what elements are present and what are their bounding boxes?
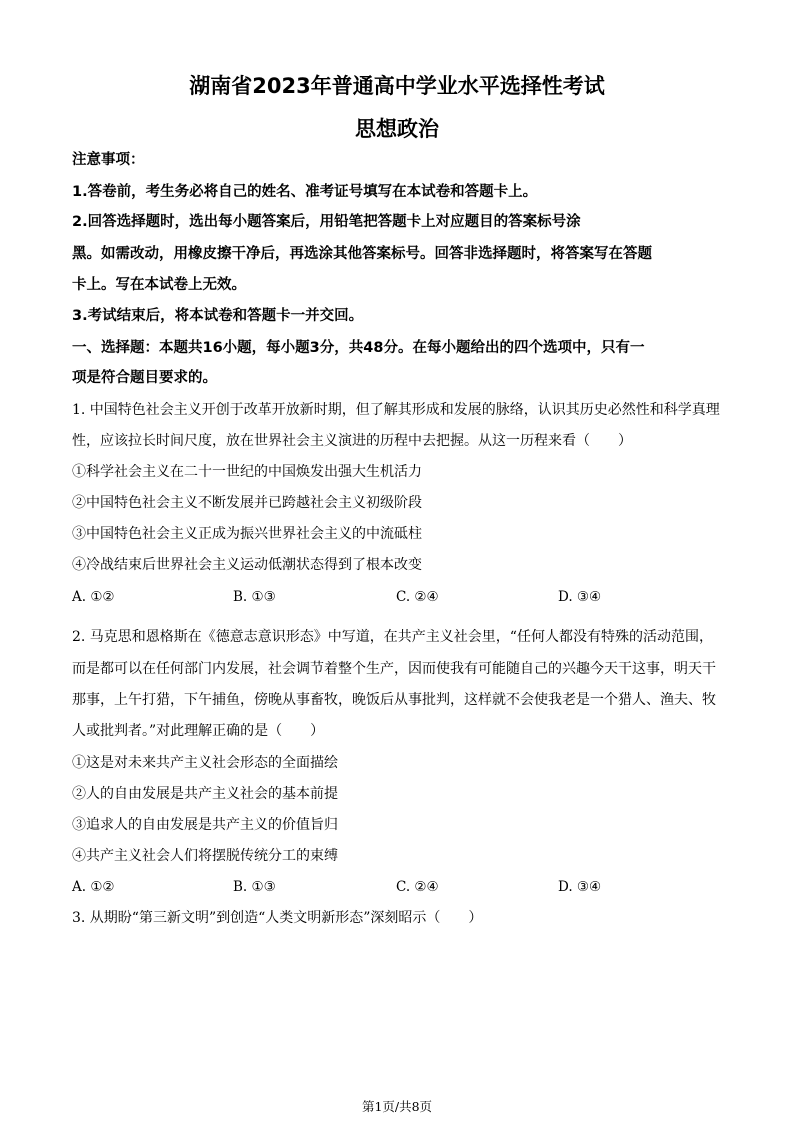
question-2-line-1: 2. 马克思和恩格斯在《德意志意识形态》中写道，在共产主义社会里，“任何人都没有特殊的活动范围， [72,629,713,645]
notes-heading: 注意事项： [72,152,145,168]
question-2-option-b: B. ①③ [233,879,276,895]
section-heading-line-2: 项是符合题目要求的。 [72,370,217,386]
subject-title: 思想政治 [355,117,439,141]
question-2-line-3: 那事，上午打猎，下午捕鱼，傍晚从事畜牧，晚饭后从事批判，这样就不会使我老是一个猎人、渔夫、牧 [72,692,716,708]
question-2-option-a: A. ①② [72,879,115,895]
question-1-statement-1: ①科学社会主义在二十一世纪的中国焕发出强大生机活力 [72,464,422,480]
question-1-option-d: D. ③④ [558,589,602,605]
question-1-line-1: 1. 中国特色社会主义开创于改革开放新时期，但了解其形成和发展的脉络，认识其历史必然性和科学真理 [72,402,720,418]
notes-line-5: 3.考试结束后，将本试卷和答题卡一并交回。 [72,308,364,324]
question-3-line-1: 3. 从期盼“第三新文明”到创造“人类文明新形态”深刻昭示（ ） [72,910,483,926]
question-2-line-2: 而是都可以在任何部门内发展，社会调节着整个生产，因而使我有可能随自己的兴趣今天干这事，明天干 [72,661,716,677]
question-1-line-2: 性，应该拉长时间尺度，放在世界社会主义演进的历程中去把握。从这一历程来看（ ） [72,433,632,449]
notes-line-1: 1.答卷前，考生务必将自己的姓名、准考证号填写在本试卷和答题卡上。 [72,184,538,200]
question-2-statement-4: ④共产主义社会人们将摆脱传统分工的束缚 [72,848,338,864]
exam-title: 湖南省2023年普通高中学业水平选择性考试 [189,74,605,98]
question-1-option-a: A. ①② [72,589,115,605]
notes-line-4: 卡上。写在本试卷上无效。 [72,277,246,293]
question-1-statement-3: ③中国特色社会主义正成为振兴世界社会主义的中流砥柱 [72,526,422,542]
question-2-line-4: 人或批判者。”对此理解正确的是（ ） [72,723,325,739]
question-2-statement-3: ③追求人的自由发展是共产主义的价值旨归 [72,817,338,833]
section-heading-line-1: 一、选择题：本题共16小题，每小题3分，共48分。在每小题给出的四个选项中，只有一 [72,340,645,356]
question-2-statement-1: ①这是对未来共产主义社会形态的全面描绘 [72,755,338,771]
question-1-option-c: C. ②④ [396,589,439,605]
question-1-statement-4: ④冷战结束后世界社会主义运动低潮状态得到了根本改变 [72,557,422,573]
question-1-option-b: B. ①③ [233,589,276,605]
question-2-statement-2: ②人的自由发展是共产主义社会的基本前提 [72,786,338,802]
notes-line-2: 2.回答选择题时，选出每小题答案后，用铅笔把答题卡上对应题目的答案标号涂 [72,214,581,230]
question-2-option-d: D. ③④ [558,879,602,895]
notes-line-3: 黑。如需改动，用橡皮擦干净后，再选涂其他答案标号。回答非选择题时，将答案写在答题 [72,246,652,262]
question-2-option-c: C. ②④ [396,879,439,895]
question-1-statement-2: ②中国特色社会主义不断发展并已跨越社会主义初级阶段 [72,495,422,511]
page-number: 第1页/共8页 [361,1099,433,1114]
